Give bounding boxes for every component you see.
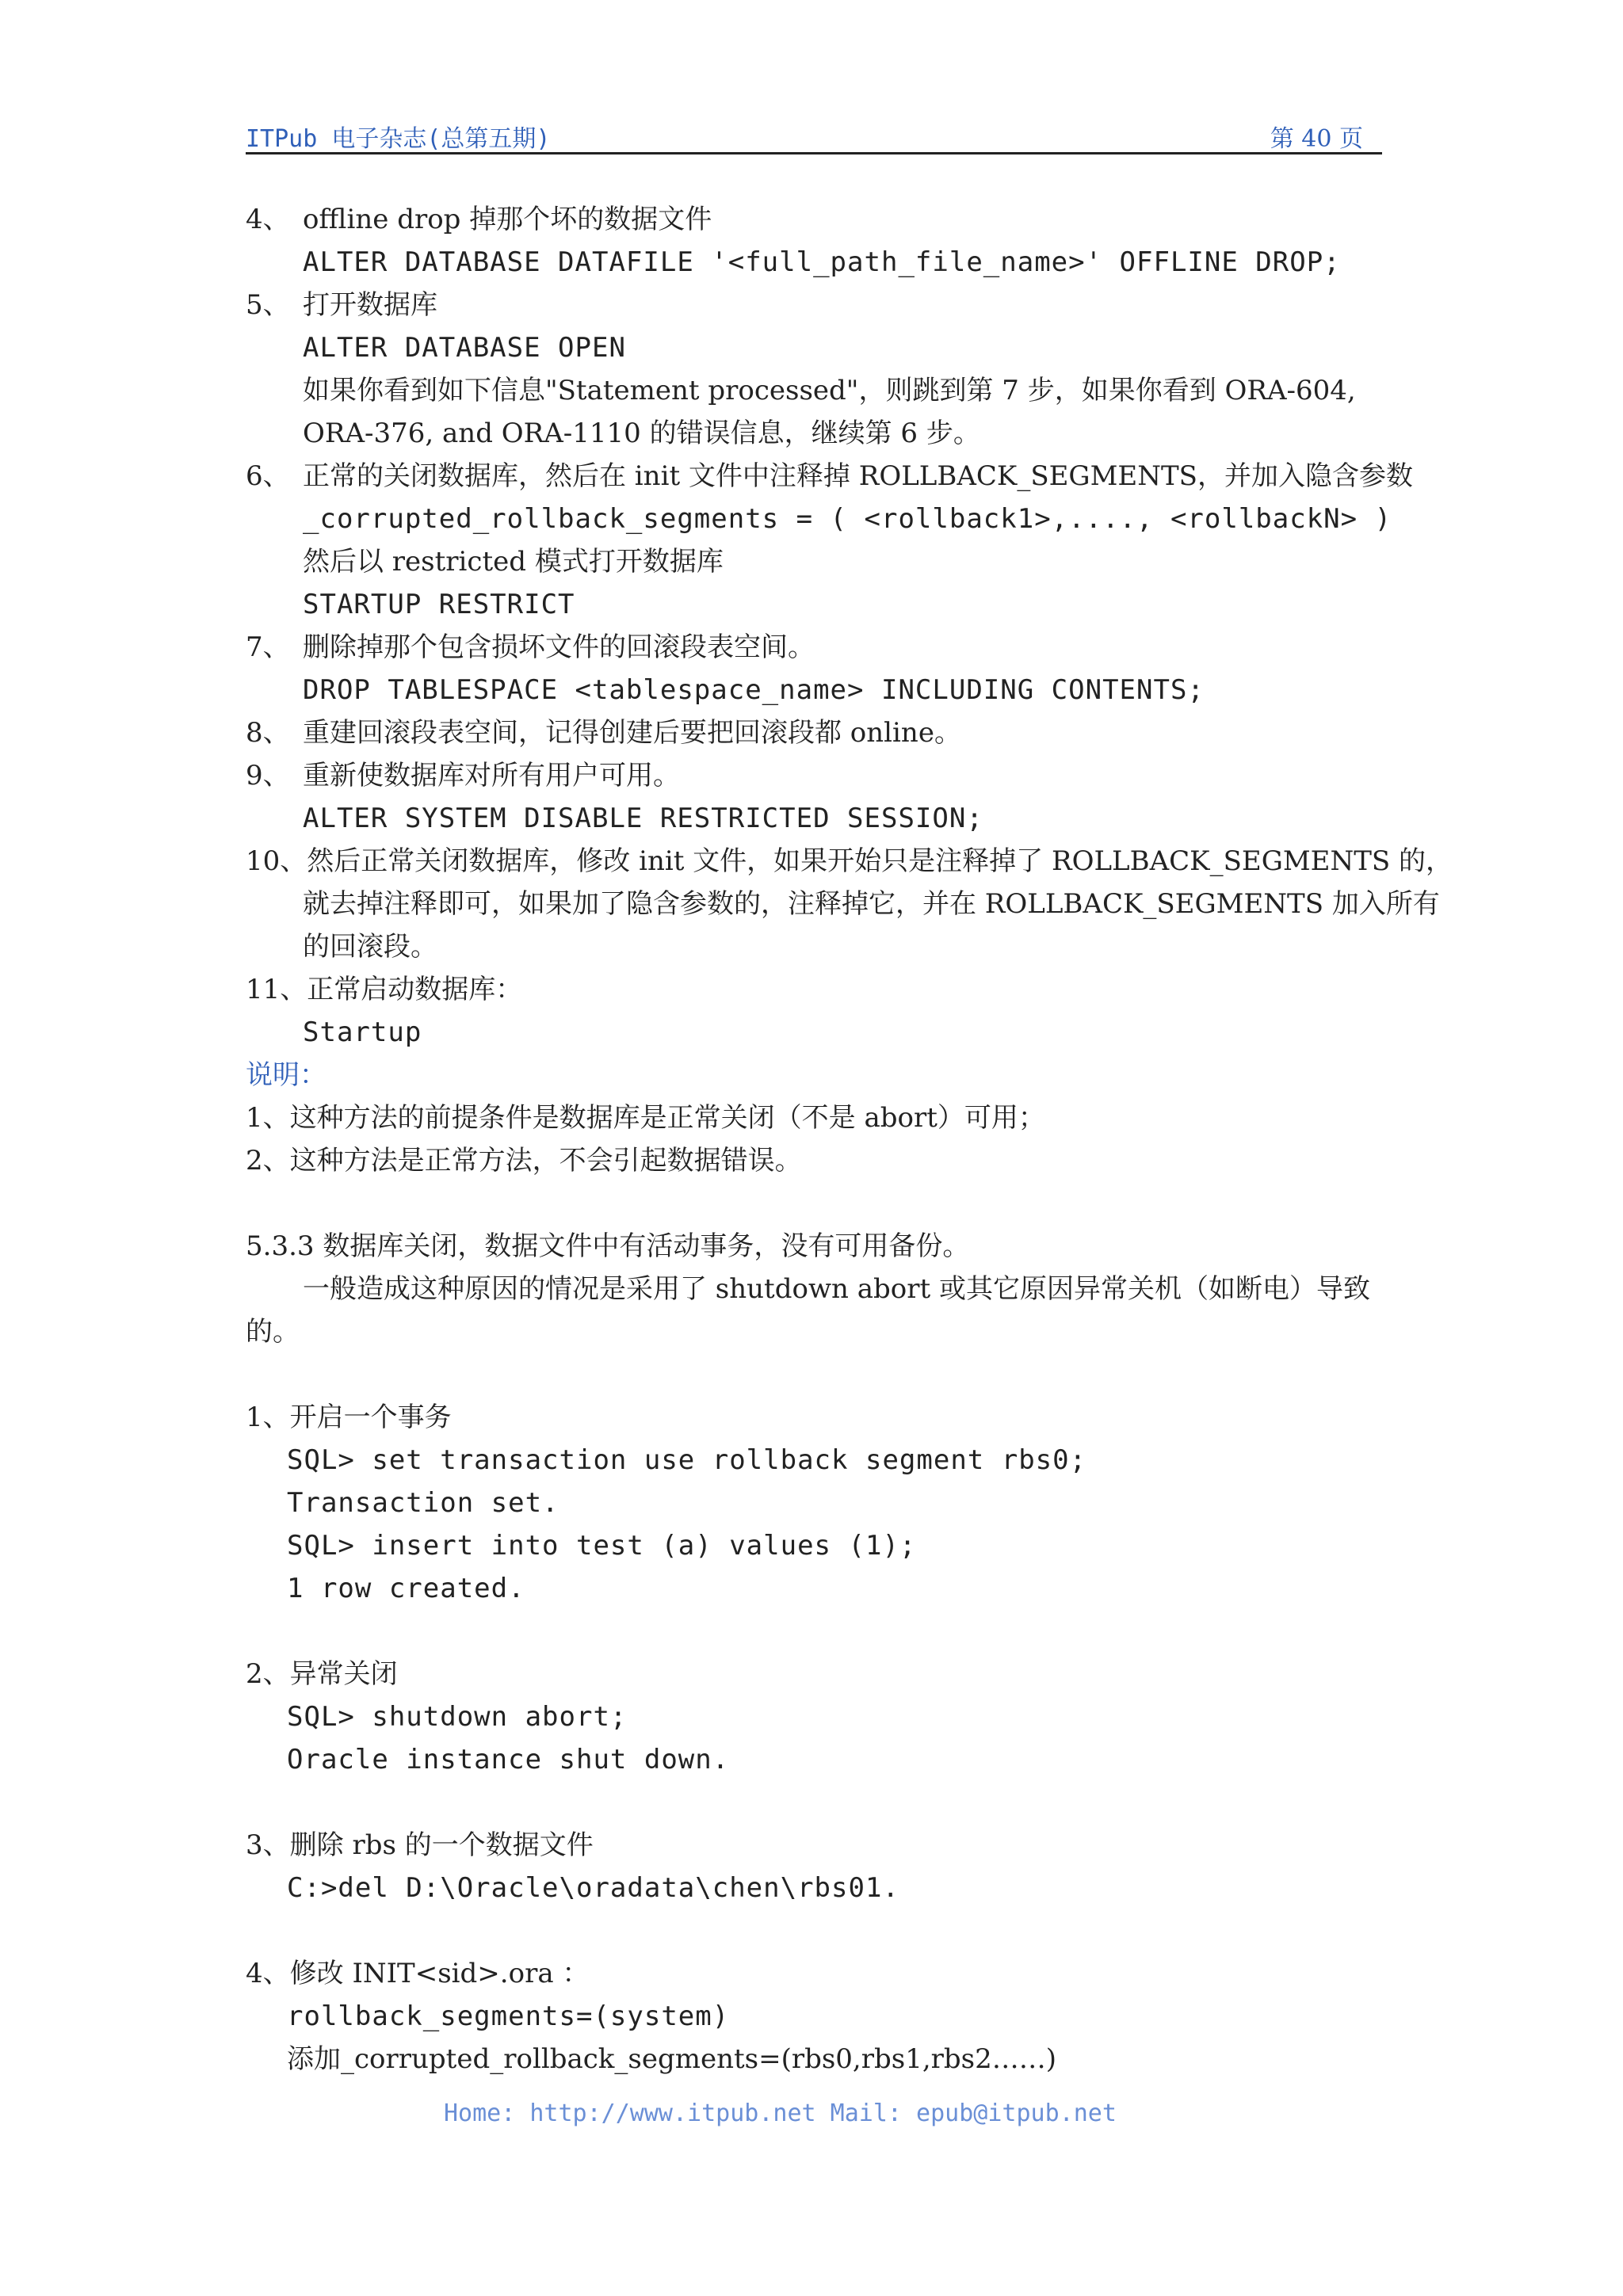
code-line: SQL> shutdown abort; xyxy=(287,1701,628,1733)
note-heading: 说明： xyxy=(246,1059,327,1091)
code-line: C:>del D:\Oracle\oradata\chen\rbs01. xyxy=(287,1872,899,1904)
list-item-text: 正常的关闭数据库，然后在 init 文件中注释掉 ROLLBACK_SEGMENTS，并加入隐含参数 xyxy=(303,460,1413,492)
list-item-text: 重新使数据库对所有用户可用。 xyxy=(303,760,680,791)
code-line: Startup xyxy=(303,1016,422,1048)
text-line: 1、开启一个事务 xyxy=(246,1402,452,1433)
text-line: 1、这种方法的前提条件是数据库是正常关闭（不是 abort）可用； xyxy=(246,1102,1045,1134)
list-item-number: 8、 xyxy=(246,717,290,749)
text-line: 的回滚段。 xyxy=(303,931,437,963)
text-line: ORA-376, and ORA-1110 的错误信息，继续第 6 步。 xyxy=(303,418,980,449)
code-line: ALTER DATABASE OPEN xyxy=(303,332,626,364)
list-item-text: 删除掉那个包含损坏文件的回滚段表空间。 xyxy=(303,631,815,663)
text-line: 11、正常启动数据库： xyxy=(246,974,523,1005)
list-item-text: 重建回滚段表空间，记得创建后要把回滚段都 online。 xyxy=(303,717,961,749)
code-line: STARTUP RESTRICT xyxy=(303,589,575,620)
document-body xyxy=(246,198,1453,2081)
list-item-number: 6、 xyxy=(246,460,290,492)
blank-line xyxy=(246,1781,1382,1824)
header-page-number: 第 40 页 xyxy=(1270,125,1363,153)
text-line: 5.3.3 数据库关闭，数据文件中有活动事务，没有可用备份。 xyxy=(246,1230,970,1262)
text-line: 一般造成这种原因的情况是采用了 shutdown abort 或其它原因异常关机（如断电）导致 xyxy=(303,1273,1370,1305)
list-item xyxy=(246,711,1382,754)
code-line: ALTER SYSTEM DISABLE RESTRICTED SESSION; xyxy=(303,803,983,834)
code-line: 1 row created. xyxy=(287,1573,525,1604)
list-item xyxy=(246,284,1382,326)
text-line: 如果你看到如下信息"Statement processed"，则跳到第 7 步，如果你看到 ORA-604, xyxy=(303,375,1356,406)
code-line: _corrupted_rollback_segments = ( <rollback1>,...., <rollbackN> ) xyxy=(303,503,1392,535)
code-line: rollback_segments=(system) xyxy=(287,2000,730,2032)
page-header xyxy=(246,119,1382,154)
text-line: 2、这种方法是正常方法，不会引起数据错误。 xyxy=(246,1145,802,1177)
code-line: SQL> insert into test (a) values (1); xyxy=(287,1530,917,1562)
text-line: 的。 xyxy=(246,1316,300,1348)
blank-line xyxy=(246,1610,1382,1653)
list-item xyxy=(246,754,1382,797)
header-title: ITPub 电子杂志(总第五期) xyxy=(246,125,551,153)
list-item xyxy=(246,455,1413,498)
blank-line xyxy=(246,1353,1382,1396)
blank-line xyxy=(246,1182,1382,1225)
text-line: 然后以 restricted 模式打开数据库 xyxy=(303,546,724,578)
code-line: DROP TABLESPACE <tablespace_name> INCLUDING CONTENTS; xyxy=(303,674,1205,706)
code-line: SQL> set transaction use rollback segment rbs0; xyxy=(287,1444,1087,1476)
blank-line xyxy=(246,1909,1382,1952)
page-footer: Home: http://www.itpub.net Mail: epub@itpub.net xyxy=(444,2100,1117,2127)
text-line: 添加_corrupted_rollback_segments=(rbs0,rbs1,rbs2……) xyxy=(287,2043,1057,2075)
list-item-number: 4、 xyxy=(246,204,290,235)
code-line: ALTER DATABASE DATAFILE '<full_path_file_name>' OFFLINE DROP; xyxy=(303,246,1341,278)
text-line: 3、删除 rbs 的一个数据文件 xyxy=(246,1829,594,1861)
list-item xyxy=(246,626,1382,669)
code-line: Transaction set. xyxy=(287,1487,559,1519)
list-item-number: 9、 xyxy=(246,760,290,791)
text-line: 2、异常关闭 xyxy=(246,1658,398,1690)
list-item-text: offline drop 掉那个坏的数据文件 xyxy=(303,204,712,235)
list-item xyxy=(246,198,1382,241)
text-line: 10、然后正常关闭数据库，修改 init 文件，如果开始只是注释掉了 ROLLBACK_SEGMENTS 的， xyxy=(246,845,1453,877)
list-item-number: 7、 xyxy=(246,631,290,663)
list-item-number: 5、 xyxy=(246,289,290,321)
text-line: 4、修改 INIT<sid>.ora ： xyxy=(246,1958,590,1989)
list-item-text: 打开数据库 xyxy=(303,289,437,321)
text-line: 就去掉注释即可，如果加了隐含参数的，注释掉它，并在 ROLLBACK_SEGMENTS 加入所有 xyxy=(303,888,1440,920)
code-line: Oracle instance shut down. xyxy=(287,1744,730,1775)
